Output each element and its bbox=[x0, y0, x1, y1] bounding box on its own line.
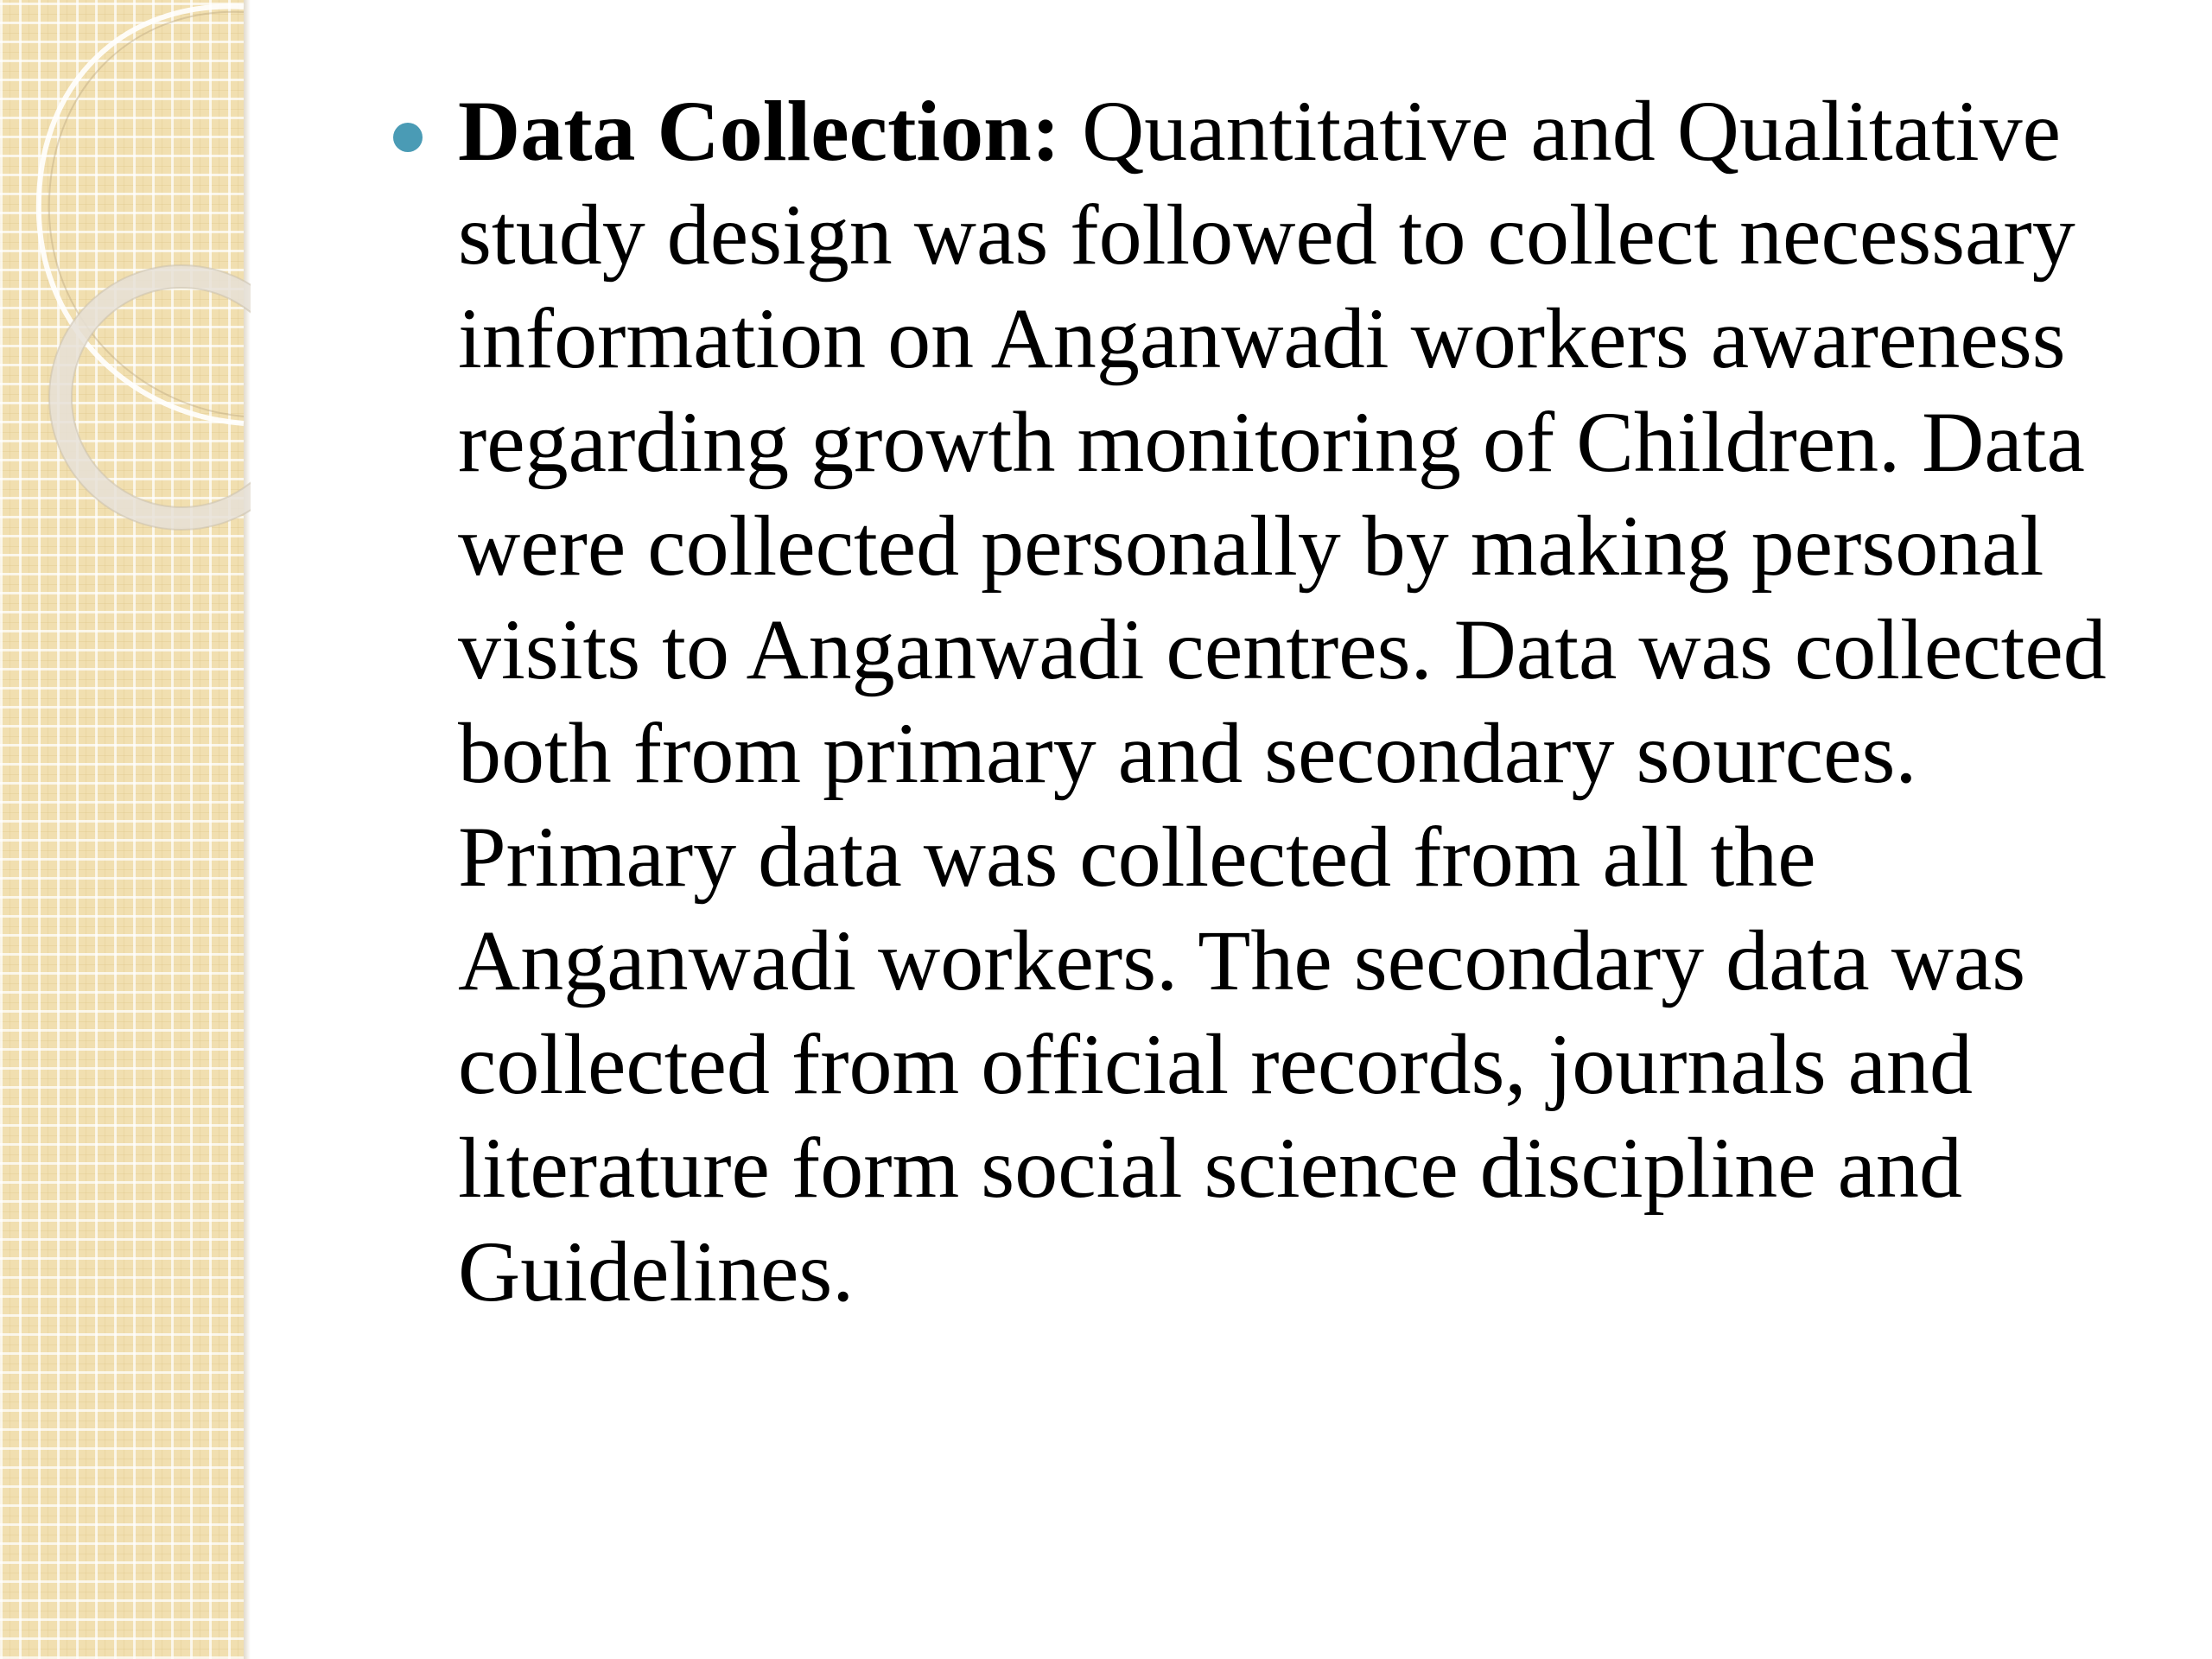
decorative-rings-graphic bbox=[0, 0, 251, 553]
bullet-point-icon bbox=[393, 123, 423, 152]
bullet-paragraph bbox=[458, 79, 2152, 1324]
bullet-body-text: Quantitative and Qualitative study design was followed to collect necessary information on Anganwadi workers awareness regarding growth monitoring of Children. Data were collected personally by making personal visits to Anganwadi centres. Data was collected both from primary and secondary sources. Primary data was collected from all the Anganwadi workers. The secondary data was collected from official records, journals and literature form social science discipline and Guidelines. bbox=[458, 83, 2107, 1319]
bullet-heading: Data Collection: bbox=[458, 83, 1061, 179]
